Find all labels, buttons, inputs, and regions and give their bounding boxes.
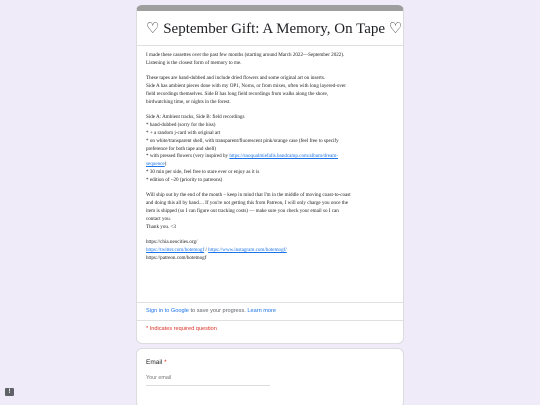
required-star: *	[164, 359, 167, 366]
description-line	[146, 153, 394, 161]
social-links-line	[146, 247, 394, 255]
signin-link[interactable]: Sign in to Google	[146, 308, 189, 314]
patreon-line: https://patreon.com/hotemogf	[146, 254, 207, 261]
email-label	[137, 349, 403, 366]
description-line: and doing this all by hand.... If you're not getting this from Patreon, I will only charge you once the	[146, 200, 348, 207]
signin-row	[137, 303, 403, 314]
description-line: field recordings themselves. Side B has long field recordings from walks along the shore,	[146, 90, 329, 97]
instagram-link[interactable]: https://www.instagram.com/hotemogf/	[208, 246, 287, 253]
description-line: preference for both tape and shell)	[146, 145, 217, 152]
email-input[interactable]	[146, 375, 270, 386]
twitter-link[interactable]: https://twitter.com/hotemogf	[146, 246, 205, 253]
feedback-icon[interactable]: !	[5, 388, 14, 396]
description-line: Thank you. <3	[146, 223, 176, 230]
bandcamp-link[interactable]: https://snoqualmiefalls.bandcamp.com/album/dream-	[229, 153, 338, 160]
description-line: birdwatching time, or nights in the forest.	[146, 98, 231, 105]
form-header-card	[136, 5, 404, 310]
email-label-text: Email	[146, 359, 163, 366]
form-description	[137, 46, 403, 263]
description-line: item is shipped (so I can figure out tracking costs) — make sure you check your email so I can	[146, 207, 339, 214]
description-line: These tapes are hand-dubbed and include dried flowers and some original art on inserts.	[146, 75, 326, 82]
description-line: * edition of ~20 (priority to patreons)	[146, 176, 223, 183]
description-line: contact you.	[146, 215, 171, 222]
description-line: Listening is the closest form of memory to me.	[146, 59, 242, 66]
neocities-line: https://chia.neocities.org/	[146, 239, 198, 246]
description-line: * + a random j-card with original art	[146, 129, 221, 136]
description-line: * 30 min per side, feel free to stare ever or enjoy as it is	[146, 168, 260, 175]
email-question-card	[136, 348, 404, 405]
bandcamp-link-cont[interactable]: sequence	[146, 161, 165, 168]
learn-more-link[interactable]: Learn more	[247, 308, 276, 314]
signin-card	[136, 302, 404, 344]
description-line: Side A: Ambient tracks, Side B: field recordings	[146, 114, 245, 121]
description-line	[146, 231, 394, 239]
link-separator: /	[204, 246, 209, 253]
description-line	[146, 161, 394, 169]
pressed-flowers-suffix: )	[164, 161, 167, 168]
pressed-flowers-text: * with pressed flowers (very inspired by	[146, 153, 230, 160]
description-line: I made these cassettes over the past few months (starting around March 2022—September 2022).	[146, 52, 345, 58]
description-line: * on white/transparent shell, with transparent/fluorescent pink/orange case (feel free to specify	[146, 137, 339, 144]
description-line: Will ship out by the end of the month – keep in mind that I'm in the middle of moving coast-to-coast	[146, 192, 351, 199]
form-title: ♡ September Gift: A Memory, On Tape ♡	[146, 21, 403, 37]
required-note: * Indicates required question	[146, 326, 217, 332]
signin-text: to save your progress.	[188, 308, 248, 314]
description-line: * hand-dubbed (sorry for the hiss)	[146, 122, 216, 129]
description-line: Side A has ambient pieces done with my OP1, Norns, or from mixes, often with long layered-over	[146, 83, 346, 90]
